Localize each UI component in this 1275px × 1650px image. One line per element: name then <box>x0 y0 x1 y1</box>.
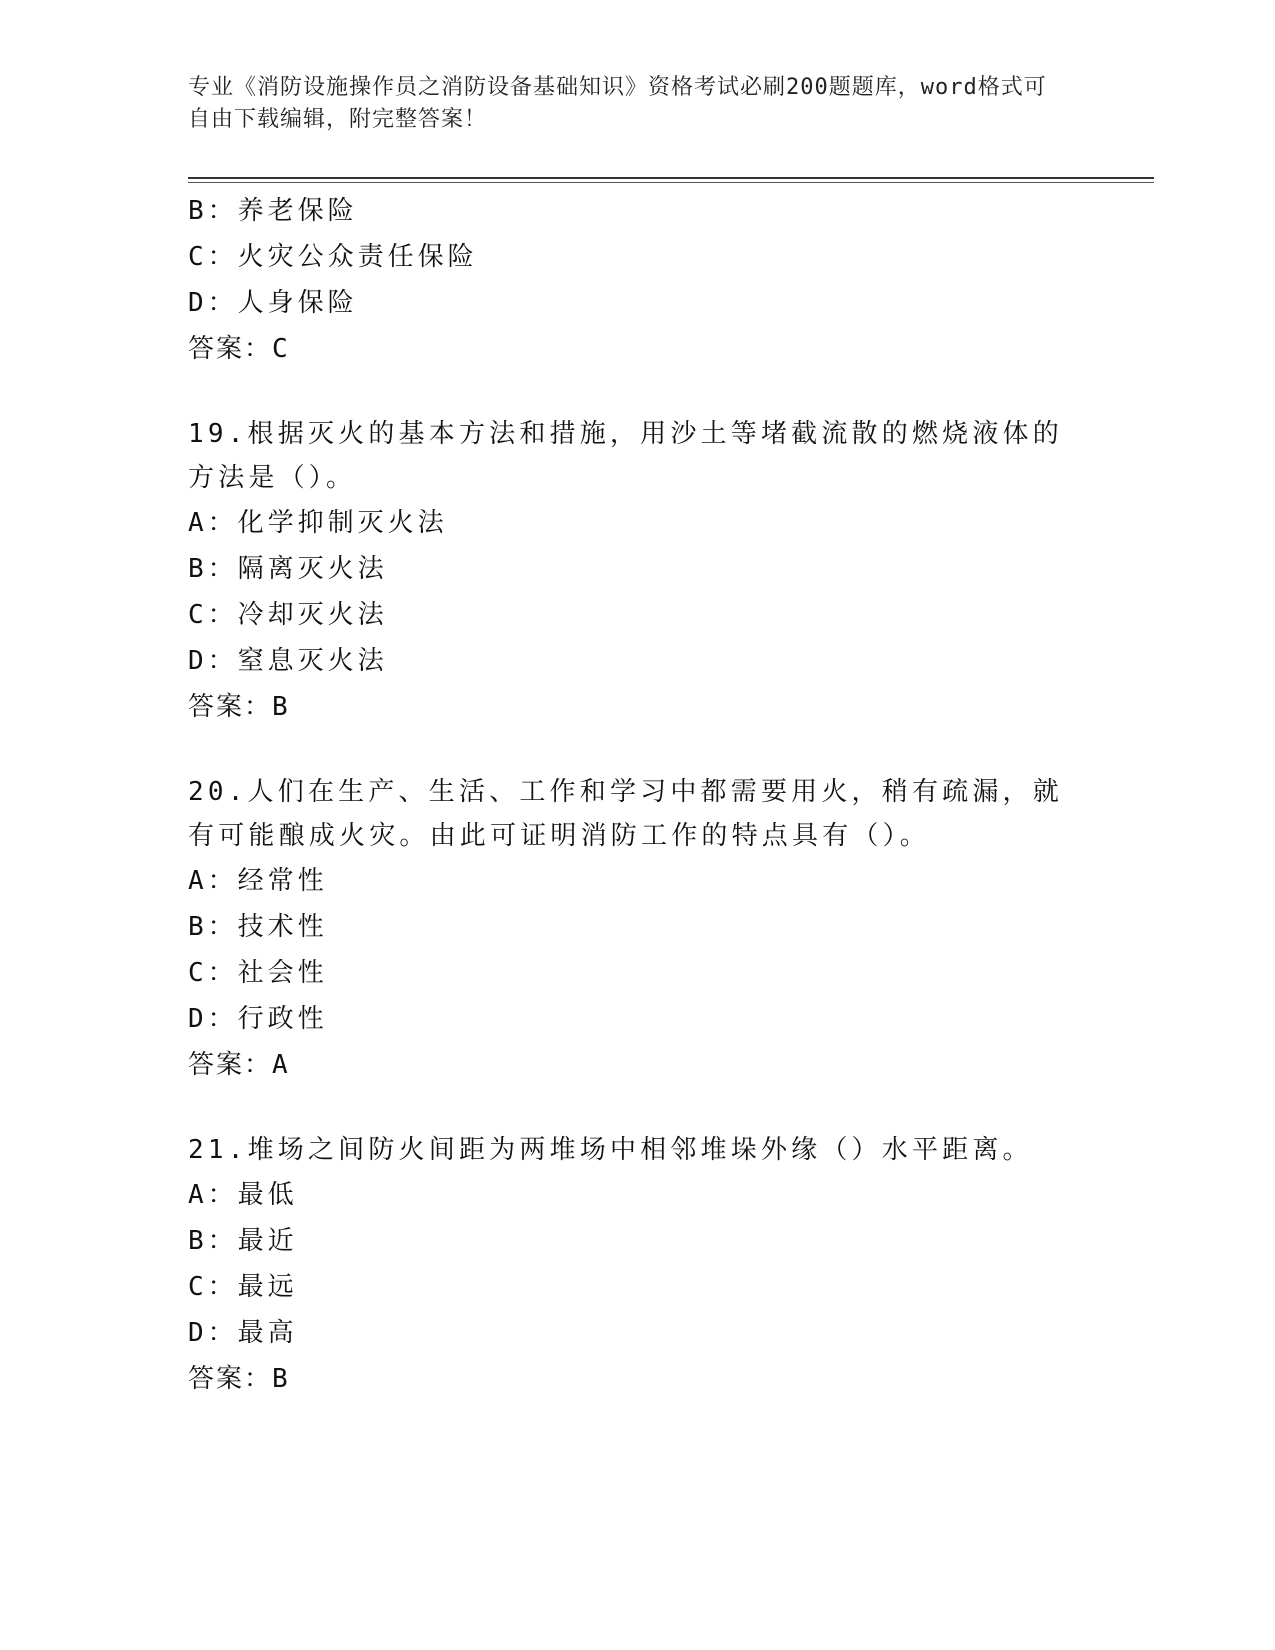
option-a: A：最低 <box>188 1180 298 1210</box>
option-d: D：窒息灭火法 <box>188 646 388 676</box>
option-c: C：最远 <box>188 1272 298 1302</box>
question-spacer <box>188 372 1088 412</box>
header-divider-thick <box>188 177 1154 179</box>
question-content <box>188 188 1088 1402</box>
option-c: C：火灾公众责任保险 <box>188 242 478 272</box>
option-b: B：技术性 <box>188 912 328 942</box>
answer-line: 答案：A <box>188 1050 290 1080</box>
option-a: A：化学抑制灭火法 <box>188 508 448 538</box>
answer-line: 答案：B <box>188 692 290 722</box>
question-19 <box>188 412 1088 730</box>
option-d: D：最高 <box>188 1318 298 1348</box>
option-c: C：社会性 <box>188 958 328 988</box>
question-20 <box>188 770 1088 1088</box>
option-b: B：最近 <box>188 1226 298 1256</box>
question-stem: 20.人们在生产、生活、工作和学习中都需要用火，稍有疏漏，就有可能酿成火灾。由此可证明消防工作的特点具有（）。 <box>188 777 1063 851</box>
question-18-carryover <box>188 188 1088 372</box>
question-spacer <box>188 730 1088 770</box>
answer-line: 答案：B <box>188 1364 290 1394</box>
option-b: B：养老保险 <box>188 196 358 226</box>
option-c: C：冷却灭火法 <box>188 600 388 630</box>
question-spacer <box>188 1088 1088 1128</box>
question-21 <box>188 1128 1088 1402</box>
option-d: D：人身保险 <box>188 288 358 318</box>
header-divider-thin <box>188 182 1154 183</box>
option-a: A：经常性 <box>188 866 328 896</box>
answer-line: 答案：C <box>188 334 290 364</box>
document-header-title: 专业《消防设施操作员之消防设备基础知识》资格考试必刷200题题库，word格式可自由下载编辑，附完整答案！ <box>188 75 1047 132</box>
option-d: D：行政性 <box>188 1004 328 1034</box>
question-stem: 21.堆场之间防火间距为两堆场中相邻堆垛外缘（）水平距离。 <box>188 1135 1033 1165</box>
question-stem: 19.根据灭火的基本方法和措施，用沙土等堵截流散的燃烧液体的方法是（）。 <box>188 419 1063 493</box>
option-b: B：隔离灭火法 <box>188 554 388 584</box>
